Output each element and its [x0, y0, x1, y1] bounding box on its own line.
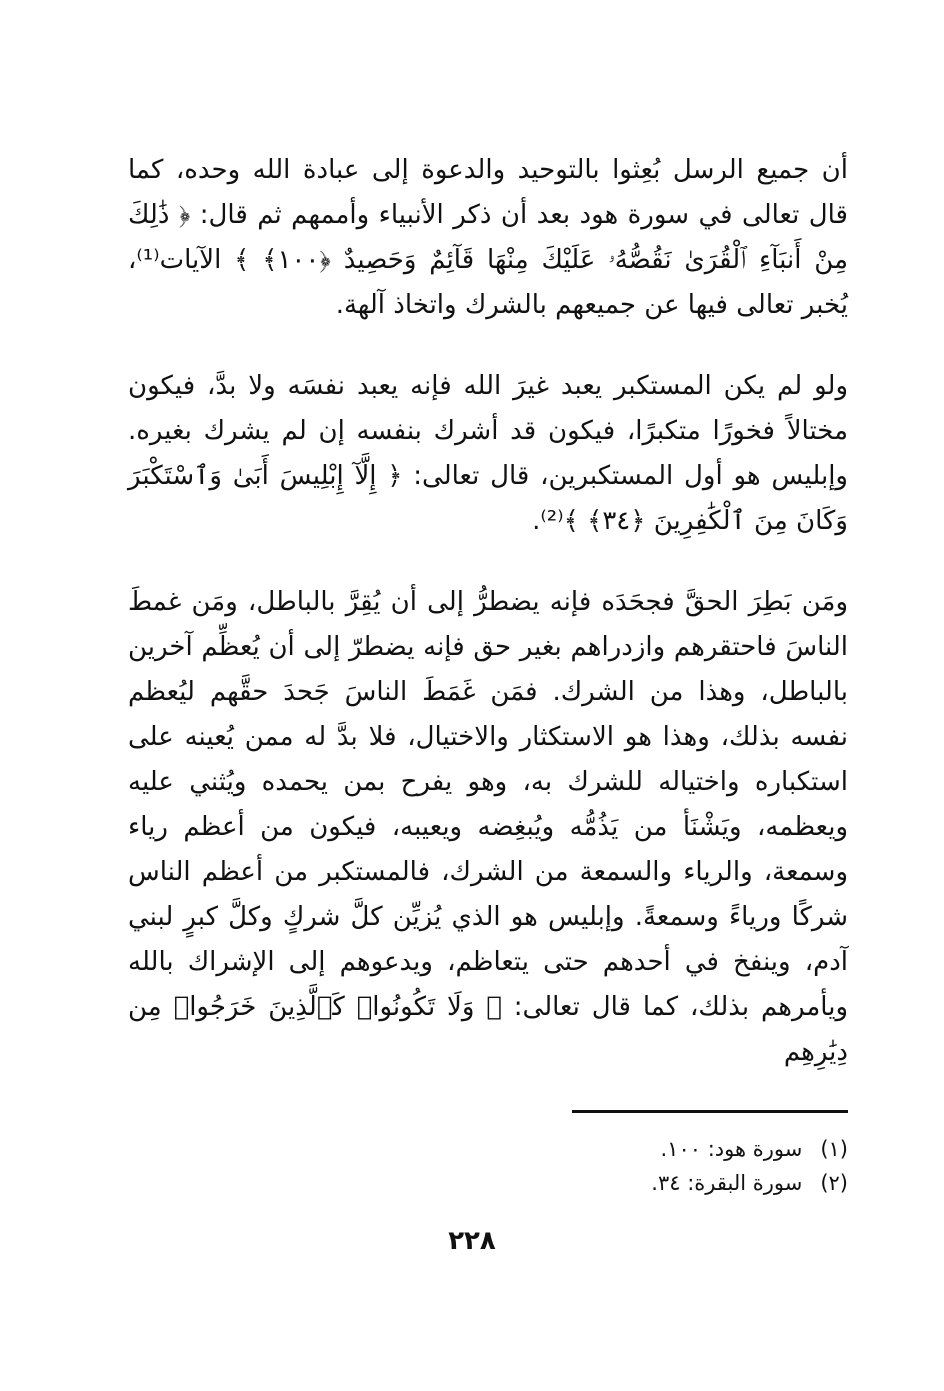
footnote-2: [500, 1166, 848, 1200]
footnote-text: سورة هود: ١٠٠.: [660, 1137, 803, 1161]
footnote-marker: (١): [820, 1137, 848, 1161]
footnote-1: [500, 1132, 848, 1166]
footnote-text: سورة البقرة: ٣٤.: [651, 1171, 803, 1195]
footnote-divider: [572, 1110, 848, 1113]
paragraph-1: أن جميع الرسل بُعِثوا بالتوحيد والدعوة إلى عبادة الله وحده، كما قال تعالى في سورة هود بعد أن ذكر الأنبياء وأممهم ثم قال: ﴿ ذَٰلِكَ مِنْ أَنبَآءِ ٱلْقُرَىٰ نَقُصُّهُۥ عَلَيْكَ مِنْهَا قَآئِمٌ وَحَصِيدٌ ﴿١٠٠﴾ ﴾ الآيات⁽¹⁾، يُخبر تعالى فيها عن جميعهم بالشرك واتخاذ آلهة.: [128, 155, 848, 320]
footnotes: [500, 1132, 848, 1200]
footnote-marker: (٢): [820, 1171, 848, 1195]
paragraph-2: ولو لم يكن المستكبر يعبد غيرَ الله فإنه يعبد نفسَه ولا بدَّ، فيكون مختالاً فخورًا متكبرًا، فيكون قد أشرك بنفسه إن لم يشرك بغيره. وإبليس هو أول المستكبرين، قال تعالى: ﴿ إِلَّآ إِبْلِيسَ أَبَىٰ وَٱسْتَكْبَرَ وَكَانَ مِنَ ٱلْكَٰفِرِينَ ﴿٣٤﴾ ﴾⁽²⁾.: [128, 371, 848, 536]
paragraph-3: ومَن بَطِرَ الحقَّ فجحَدَه فإنه يضطرُّ إلى أن يُقِرَّ بالباطل، ومَن غمطَ الناسَ فاحتقرهم وازدراهم بغير حق فإنه يضطرّ إلى أن يُعظِّم آخرين بالباطل، وهذا من الشرك. فمَن غَمَطَ الناسَ جَحدَ حقَّهم ليُعظم نفسه بذلك، وهذا هو الاستكثار والاختيال، فلا بدَّ له ممن يُعينه على استكباره واختياله للشرك به، وهو يفرح بمن يحمده ويُثني عليه ويعظمه، ويَشْنَأ من يَذُمُّه ويُبغِضه ويعيبه، فيكون من أعظم رياء وسمعة، والرياء والسمعة من الشرك، فالمستكبر من أعظم الناس شركًا ورياءً وسمعةً. وإبليس هو الذي يُزيِّن كلَّ شركٍ وكلَّ كبرٍ لبني آدم، وينفخ في أحدهم حتى يتعاظم، ويدعوهم إلى الإشراك بالله ويأمرهم بذلك، كما قال تعالى: ﴿ وَلَا تَكُونُوا۟ كَٱلَّذِينَ خَرَجُوا۟ مِن دِيَٰرِهِم: [128, 587, 848, 1067]
page-number: ٢٢٨: [448, 1226, 496, 1256]
page-body: [128, 148, 848, 1075]
